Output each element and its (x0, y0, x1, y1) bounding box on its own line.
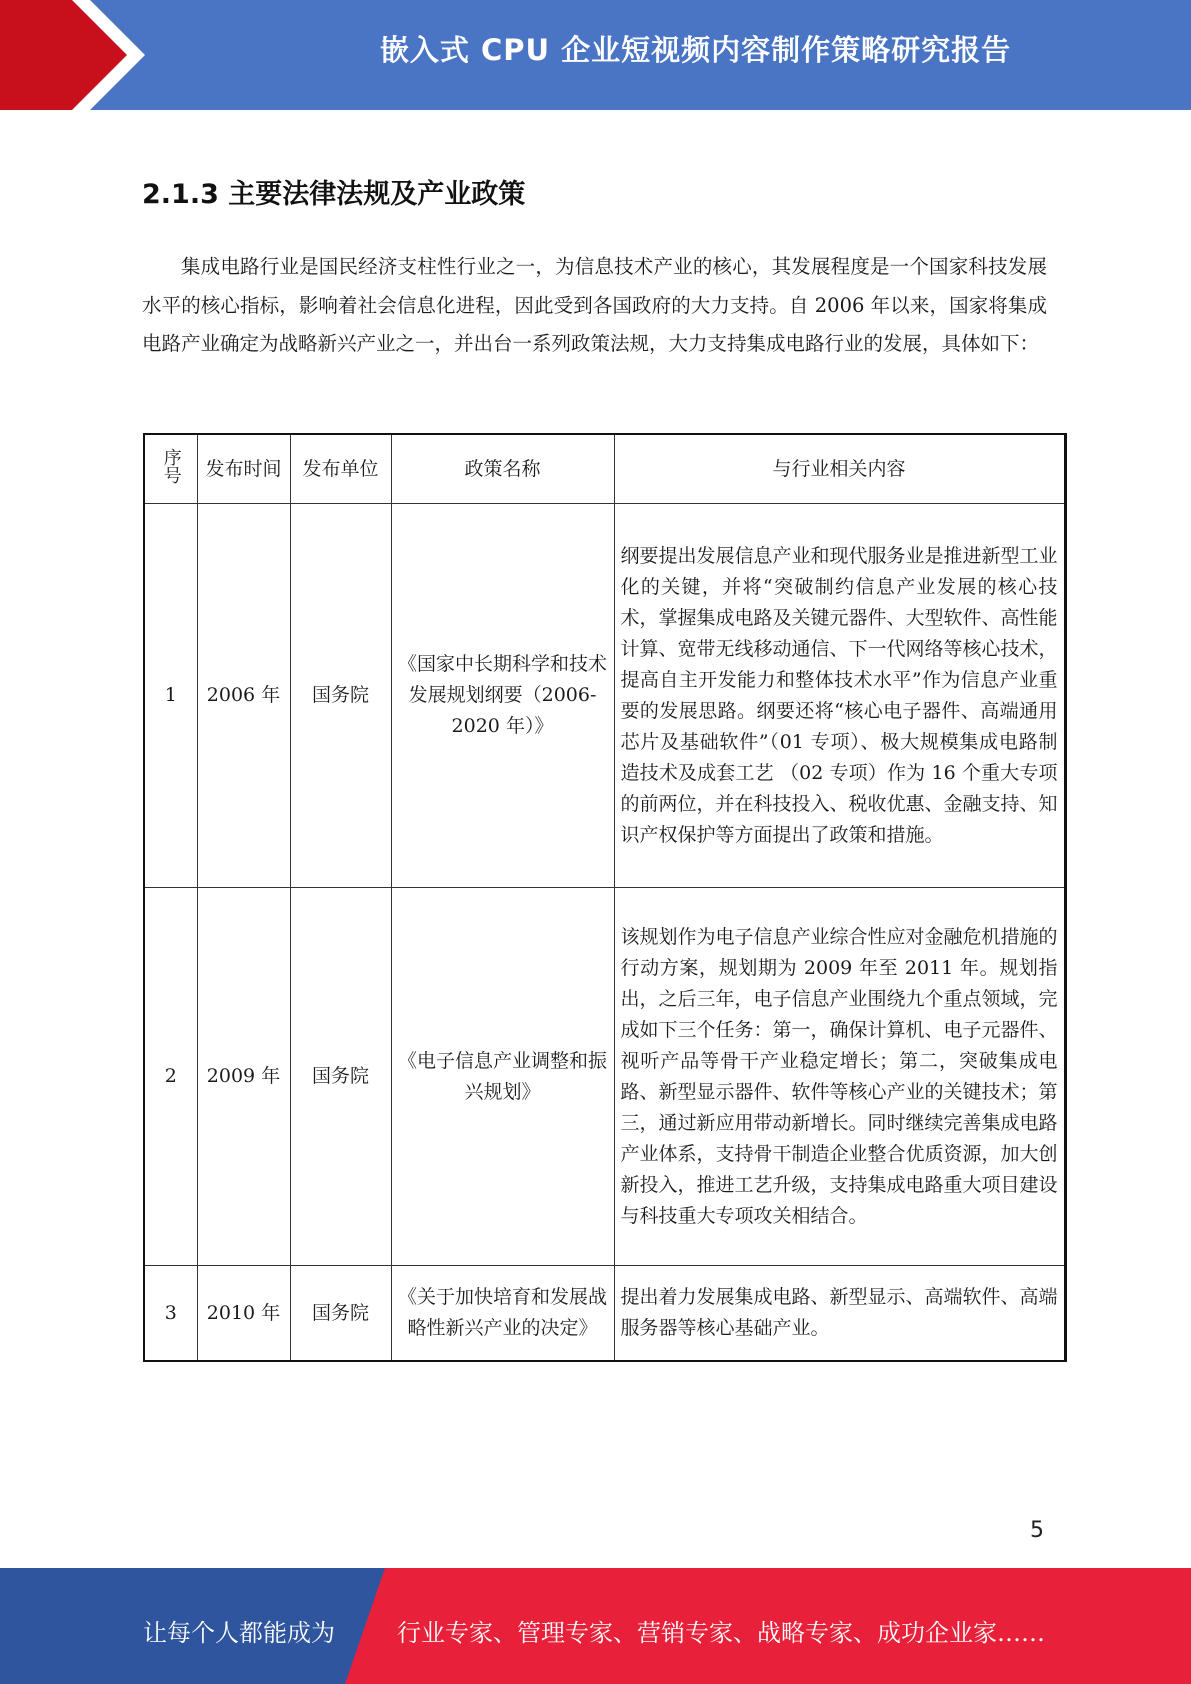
column-header-content: 与行业相关内容 (614, 434, 1065, 504)
cell-policy-name: 《国家中长期科学和技术发展规划纲要（2006-2020 年）》 (391, 504, 614, 888)
cell-content: 该规划作为电子信息产业综合性应对金融危机措施的行动方案，规划期为 2009 年至 2011 年。规划指出，之后三年，电子信息产业围绕九个重点领域，完成如下三个任务：第一，确保计算机、电子元器件、视听产品等骨干产业稳定增长；第二，突破集成电路、新型显示器件、软件等核心产业的关键技术；第三，通过新应用带动新增长。同时继续完善集成电路产业体系，支持骨干制造企业整合优质资源，加大创新投入，推进工艺升级，支持集成电路重大项目建设与科技重大专项攻关相结合。 (614, 888, 1065, 1266)
intro-paragraph: 集成电路行业是国民经济支柱性行业之一，为信息技术产业的核心，其发展程度是一个国家科技发展水平的核心指标，影响着社会信息化进程，因此受到各国政府的大力支持。自 2006 年以来，国家将集成电路产业确定为战略新兴产业之一，并出台一系列政策法规，大力支持集成电路行业的发展，具体如下： (142, 255, 1047, 355)
column-header-time: 发布时间 (197, 434, 290, 504)
cell-policy-name: 《电子信息产业调整和振兴规划》 (391, 888, 614, 1266)
footer-slogan-right: 行业专家、管理专家、营销专家、战略专家、成功企业家…… (397, 1619, 1045, 1647)
page-number: 5 (1030, 1518, 1044, 1543)
cell-content: 提出着力发展集成电路、新型显示、高端软件、高端服务器等核心基础产业。 (614, 1266, 1065, 1362)
cell-content: 纲要提出发展信息产业和现代服务业是推进新型工业化的关键，并将“突破制约信息产业发展的核心技术，掌握集成电路及关键元器件、大型软件、高性能计算、宽带无线移动通信、下一代网络等核心技术，提高自主开发能力和整体技术水平”作为信息产业重要的发展思路。纲要还将“核心电子器件、高端通用芯片及基础软件”（01 专项）、极大规模集成电路制造技术及成套工艺 （02 专项）作为 16 个重大专项的前两位，并在科技投入、税收优惠、金融支持、知识产权保护等方面提出了政策和措施。 (614, 504, 1065, 888)
column-header-seq: 序号 (144, 434, 197, 504)
policy-table (143, 433, 1067, 1362)
table-row (144, 888, 1065, 1266)
cell-policy-name: 《关于加快培育和发展战略性新兴产业的决定》 (391, 1266, 614, 1362)
footer-banner (0, 1568, 1191, 1684)
table-header-row (144, 434, 1065, 504)
cell-unit: 国务院 (290, 1266, 391, 1362)
column-header-unit: 发布单位 (290, 434, 391, 504)
cell-seq: 1 (144, 504, 197, 888)
column-header-name: 政策名称 (391, 434, 614, 504)
header-arrow-decoration (0, 0, 160, 110)
footer-slogan-left: 让每个人都能成为 (143, 1619, 335, 1647)
cell-unit: 国务院 (290, 888, 391, 1266)
cell-unit: 国务院 (290, 504, 391, 888)
section-title: 2.1.3 主要法律法规及产业政策 (142, 179, 526, 210)
cell-time: 2006 年 (197, 504, 290, 888)
cell-seq: 2 (144, 888, 197, 1266)
cell-time: 2010 年 (197, 1266, 290, 1362)
cell-time: 2009 年 (197, 888, 290, 1266)
header-banner (0, 0, 1191, 110)
table-row (144, 504, 1065, 888)
cell-seq: 3 (144, 1266, 197, 1362)
report-title: 嵌入式 CPU 企业短视频内容制作策略研究报告 (379, 33, 1012, 67)
table-row (144, 1266, 1065, 1362)
